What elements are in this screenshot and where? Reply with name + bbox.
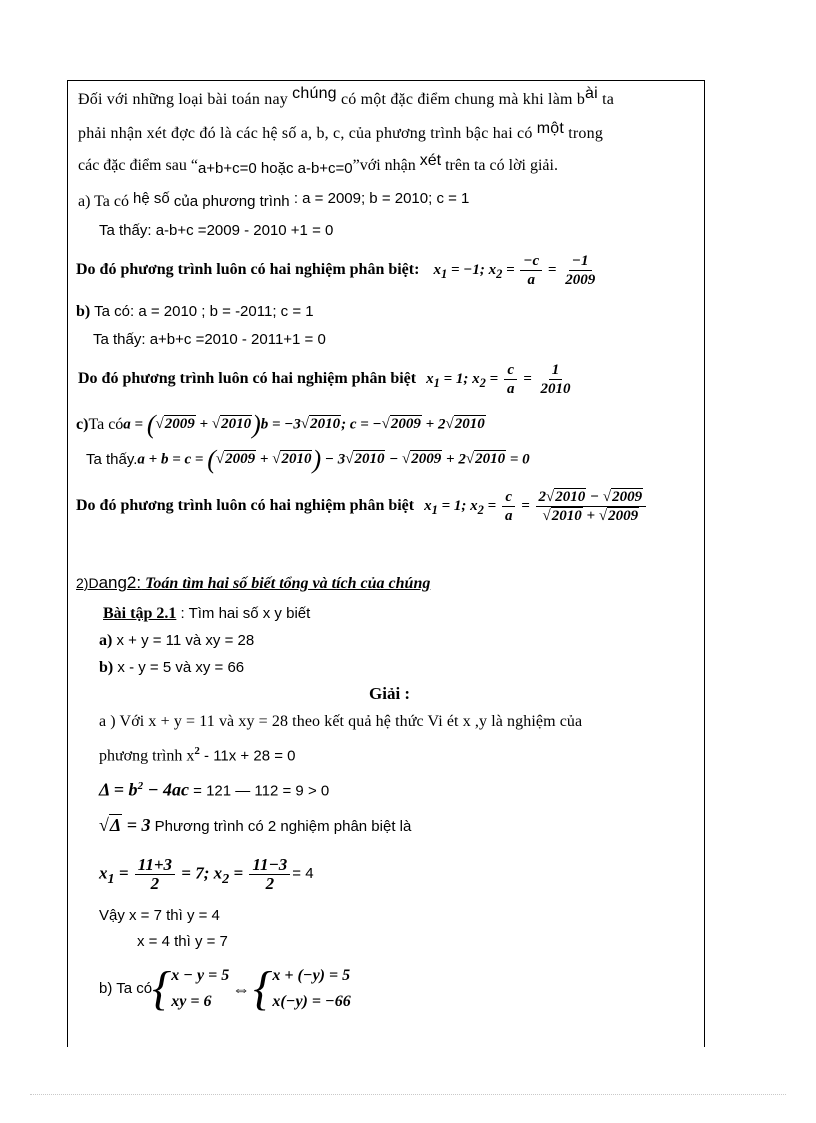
section-heading-dang2: 2)Dang2: Toán tìm hai số biết tổng và tích của chúng: [76, 573, 431, 592]
intro-line-3: các đặc điểm sau “a+b+c=0 hoặc a-b+c=0”với nhận xét trên ta có lời giải.: [78, 152, 558, 177]
delta-line: $\Delta = b^2 - 4ac = 121$ — 112 = 9 > 0: [99, 779, 330, 800]
exercise-item-a: a) x + y = 11 và xy = 28: [99, 632, 255, 649]
sqrt-delta-line: √Δ = 3 Phương trình có 2 nghiệm phân biệt là: [99, 815, 412, 835]
part-c-line-2: Ta thấy. a + b = c = (√2009 + √2010) − 3√2010 − √2009 + 2√2010 = 0: [86, 445, 530, 474]
part-c-formula: $x_1 = 1$; $x_2$ = $\frac{c}{a}$ = $\frac{2√2010 - √2009}{√2010 + √2009}$: [424, 488, 648, 525]
intro-line-1: Đối với những loại bài toán nay chúng có một đặc điểm chung mà khi làm bài ta: [78, 85, 615, 108]
part-b-line-1: b) Ta có: a = 2010 ; b = -2011; c = 1: [76, 303, 314, 320]
conclusion-line-1: Vậy x = 7 thì y = 4: [99, 907, 220, 924]
part-a-formula: $x_1 = -1$; $x_2$ = $\frac{-c}{a}$ = $\frac{-1}{2009}$: [433, 252, 596, 288]
conclusion-line-2: x = 4 thì y = 7: [137, 933, 228, 950]
part-b-formula: $x_1 = 1$; $x_2$ = $\frac{c}{a}$ = $\frac{1}{2010}$: [426, 361, 571, 397]
system-line: b) Ta có { x − y = 5 xy = 6 ⇔ { x + (−y) = 5 x(−y) = −66: [99, 962, 351, 1015]
solution-line-2: phương trình $x^2 - 11x + 28 = 0$: [99, 745, 296, 765]
equation-system: { x − y = 5 xy = 6 ⇔ { x + (−y) = 5 x(−y) = −66: [152, 962, 351, 1015]
page-footer-dotted-rule: [30, 1094, 786, 1095]
part-a-line-1: a) Ta có hệ số của phương trình : a = 2009; b = 2010; c = 1: [78, 190, 470, 210]
solution-line-1: a ) Với x + y = 11 và xy = 28 theo kết quả hệ thức Vi ét x ,y là nghiệm của: [99, 713, 583, 730]
exercise-item-b: b) x - y = 5 và xy = 66: [99, 659, 245, 676]
exercise-title: Bài tập 2.1 : Tìm hai số x y biết: [103, 605, 311, 622]
part-a-conclusion: Do đó phương trình luôn có hai nghiệm phân biệt: $x_1 = -1$; $x_2$ = $\frac{-c}{a}$ = $\frac{-1}{2009}$: [76, 250, 600, 290]
roots-line: $x_1$ = $\frac{11+3}{2}$ = 7; $x_2$ = $\frac{11-3}{2}$ = 4: [99, 854, 314, 893]
solution-title: Giải :: [369, 684, 411, 703]
part-c-conclusion: Do đó phương trình luôn có hai nghiệm phân biệt $x_1 = 1$; $x_2$ = $\frac{c}{a}$ = $\frac{2√2010 - √2009}{√2010 + √2009}$: [76, 481, 648, 531]
intro-line-2: phải nhận xét đợc đó là các hệ số a, b, c, của phương trình bậc hai có một trong: [78, 120, 604, 142]
part-c-coefficients: a = (√2009 + √2010)b = −3√2010; c = −√2009 + 2√2010: [123, 410, 485, 439]
part-b-conclusion: Do đó phương trình luôn có hai nghiệm phân biệt $x_1 = 1$; $x_2$ = $\frac{c}{a}$ = $\frac{1}{2010}$: [78, 357, 576, 401]
part-b-line-2: Ta thấy: a+b+c =2010 - 2011+1 = 0: [93, 331, 326, 348]
part-a-line-2: Ta thấy: a-b+c =2009 - 2010 +1 = 0: [99, 222, 334, 239]
part-c-line-1: c) Ta có a = (√2009 + √2010)b = −3√2010; c = −√2009 + 2√2010: [76, 410, 485, 439]
